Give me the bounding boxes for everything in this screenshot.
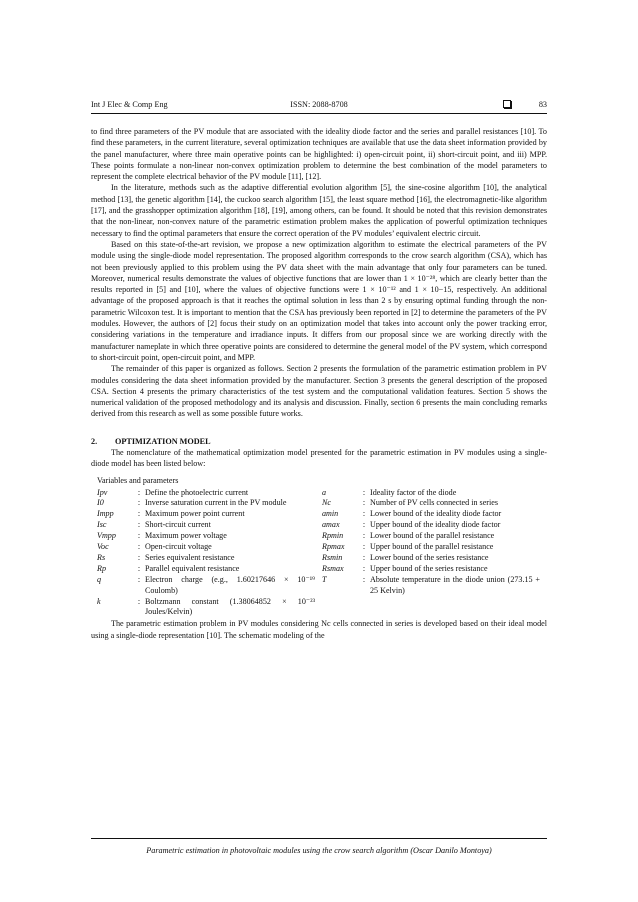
nomenclature-entry <box>97 542 322 553</box>
nomenclature-description: Electron charge (e.g., 1.60217646 × 10⁻¹⁹ Coulomb) <box>145 574 315 595</box>
nomenclature-symbol: amax <box>322 520 340 530</box>
nomenclature-entry <box>322 509 547 520</box>
nomenclature-description: Upper bound of the parallel resistance <box>370 542 494 552</box>
nomenclature-entry <box>97 553 322 564</box>
header-rule <box>91 113 547 114</box>
nomenclature-symbol: Ipv <box>97 487 108 497</box>
nomenclature-row <box>97 488 547 499</box>
paragraph-4: The remainder of this paper is organized as follows. Section 2 presents the formulation of the parametric estimation problem in PV modules considering the data sheet information provided by the manufacturer. Section 3 presents the general description of the proposed CSA. Section 4 presents the primary characteristics of the test system and the computational validation features. Section 5 shows the numerical validation of the proposed methodology and its analysis and discussion. Finally, section 6 presents the main concluding remarks derived from this research as well as some possible future works. <box>91 364 547 419</box>
nomenclature-symbol: Rsmin <box>322 552 343 562</box>
square-box-icon <box>503 100 511 108</box>
colon-separator: : <box>362 487 366 497</box>
journal-name: Int J Elec & Comp Eng <box>91 100 168 109</box>
nomenclature-symbol: Rpmin <box>322 531 344 541</box>
colon-separator: : <box>137 531 141 541</box>
nomenclature-description: Boltzmann constant (1.38064852 × 10⁻²³ Joules/Kelvin) <box>145 596 315 617</box>
nomenclature-description: Number of PV cells connected in series <box>370 498 498 508</box>
nomenclature-row <box>97 553 547 564</box>
nomenclature-symbol: Rsmax <box>322 563 344 573</box>
section-heading <box>91 436 547 447</box>
paragraph-1: to find three parameters of the PV module that are associated with the ideality diode factor and the series and parallel resistances [10]. To find these parameters, in the current literature, several optimization techniques are available that use the data sheet information provided by the panel manufacturer, where three main operative points can be highlighted: i) open-circuit point, ii) short-circuit point, and iii) MPP. These points formulate a non-linear non-convex optimization problem to determine the best combination of the model parameters to represent the complete electrical behavior of the PV module [11], [12]. <box>91 127 547 182</box>
nomenclature-description: Absolute temperature in the diode union (273.15 + 25 Kelvin) <box>370 574 540 595</box>
body-text <box>91 126 547 641</box>
colon-separator: : <box>362 531 366 541</box>
nomenclature-entry <box>97 509 322 520</box>
paragraph-3: Based on this state-of-the-art revision, we propose a new optimization algorithm to estimate the electrical parameters of the PV module using the single-diode model representation. The proposed algorithm corresponds to the crow search algorithm (CSA), which has not been previously applied to this problem using the PV data sheet with the main advantage that only four parameters can be tuned. Moreover, numerical results demonstrate the values of objective functions that are lower than 1 × 10⁻²⁸, which are clearly better than the results reported in [5] and [10], where the values of objective functions were 1 × 10⁻¹² and 1 × 10−15, respectively. An additional advantage of the proposed approach is that it reaches the optimal solution in less than 2 s by ensuring optimal funding through the non-parametric Wilcoxon test. It is important to mention that the CSA has previously been reported in [2] to determine the parameters of the PV modules. However, the authors of [2] focus their study on an optimization model that takes into account only the power tracking error, considering variations in the temperature and irradiance inputs. It differs from our proposal since we are working directly with the manufacturer nameplate in which three operative points are considered to determine the general model of the PV system, which correspond to short-circuit point, open-circuit point, and MPP. <box>91 239 547 362</box>
nomenclature-entry <box>322 531 547 542</box>
nomenclature-entry <box>322 575 547 597</box>
nomenclature-entry <box>322 597 547 619</box>
running-footer: Parametric estimation in photovoltaic modules using the crow search algorithm (Oscar Danilo Montoya) <box>146 846 492 855</box>
nomenclature-symbol: T <box>322 574 327 584</box>
running-header <box>91 100 547 112</box>
page-number: 83 <box>538 100 547 109</box>
nomenclature-symbol: Isc <box>97 520 107 530</box>
nomenclature-row <box>97 531 547 542</box>
footer-rule <box>91 838 547 839</box>
nomenclature-symbol: Rs <box>97 552 106 562</box>
nomenclature-entry <box>322 520 547 531</box>
nomenclature-symbol: Vmpp <box>97 531 116 541</box>
colon-separator: : <box>137 509 141 519</box>
nomenclature-description: Maximum power point current <box>145 509 245 519</box>
nomenclature-symbol: k <box>97 596 101 606</box>
colon-separator: : <box>362 563 366 573</box>
colon-separator: : <box>362 574 366 584</box>
colon-separator: : <box>362 542 366 552</box>
nomenclature-row <box>97 542 547 553</box>
nomenclature-description: Maximum power voltage <box>145 531 227 541</box>
nomenclature-entry <box>322 488 547 499</box>
nomenclature-symbol: amin <box>322 509 339 519</box>
nomenclature-description: Upper bound of the ideality diode factor <box>370 520 501 530</box>
nomenclature-symbol: Nc <box>322 498 331 508</box>
nomenclature-symbol: I0 <box>97 498 104 508</box>
nomenclature-symbol: Rpmax <box>322 542 345 552</box>
nomenclature-row <box>97 498 547 509</box>
nomenclature-symbol: Rp <box>97 563 106 573</box>
paragraph-2: In the literature, methods such as the adaptive differential evolution algorithm [5], the sine-cosine algorithm [10], the analytical method [13], the genetic algorithm [14], the cuckoo search algorithm [15], the least square method [16], the electromagnetic-like algorithm [17], and the grasshopper optimization algorithm [18], [19], among others, can be found. It should be noted that this revision demonstrates that the non-linear, non-convex nature of the parametric estimation problem makes the application of powerful optimization techniques necessary to find the optimal parameters that ensure the correct operation of the PV modules’ equivalent electric circuit. <box>91 183 547 238</box>
nomenclature-entry <box>97 520 322 531</box>
nomenclature-description: Series equivalent resistance <box>145 552 235 562</box>
nomenclature-row <box>97 564 547 575</box>
nomenclature-symbol: Impp <box>97 509 114 519</box>
nomenclature-row <box>97 597 547 619</box>
nomenclature-list <box>97 476 547 619</box>
colon-separator: : <box>362 552 366 562</box>
colon-separator: : <box>137 520 141 530</box>
nomenclature-description: Upper bound of the series resistance <box>370 563 488 573</box>
nomenclature-symbol: Voc <box>97 542 109 552</box>
section-intro: The nomenclature of the mathematical optimization model presented for the parametric estimation in PV modules using a single-diode model has been listed below: <box>91 448 547 469</box>
colon-separator: : <box>137 596 141 606</box>
nomenclature-entry <box>97 575 322 597</box>
nomenclature-entry <box>322 498 547 509</box>
section-number: 2. <box>91 436 98 446</box>
nomenclature-row <box>97 509 547 520</box>
nomenclature-entry <box>97 531 322 542</box>
nomenclature-description: Parallel equivalent resistance <box>145 563 240 573</box>
colon-separator: : <box>362 498 366 508</box>
colon-separator: : <box>137 498 141 508</box>
nomenclature-row <box>97 575 547 597</box>
nomenclature-description: Ideality factor of the diode <box>370 487 457 497</box>
colon-separator: : <box>137 563 141 573</box>
header-right <box>503 100 547 109</box>
nomenclature-entry <box>97 498 322 509</box>
nomenclature-symbol: a <box>322 487 327 497</box>
issn: ISSN: 2088-8708 <box>290 100 348 109</box>
nomenclature-description: Lower bound of the ideality diode factor <box>370 509 502 519</box>
nomenclature-entry <box>97 597 322 619</box>
nomenclature-entry <box>322 542 547 553</box>
colon-separator: : <box>362 509 366 519</box>
nomenclature-description: Define the photoelectric current <box>145 487 249 497</box>
nomenclature-entry <box>97 488 322 499</box>
nomenclature-entry <box>322 564 547 575</box>
colon-separator: : <box>137 574 141 584</box>
colon-separator: : <box>137 552 141 562</box>
nomenclature-description: Short-circuit current <box>145 520 211 530</box>
nomenclature-rows <box>97 488 547 619</box>
closing-paragraph: The parametric estimation problem in PV modules considering Nc cells connected in series is developed based on their ideal model using a single-diode representation [10]. The schematic modeling of the <box>91 619 547 640</box>
nomenclature-description: Lower bound of the series resistance <box>370 552 489 562</box>
colon-separator: : <box>137 487 141 497</box>
nomenclature-row <box>97 520 547 531</box>
colon-separator: : <box>137 542 141 552</box>
nomenclature-description: Inverse saturation current in the PV module <box>145 498 287 508</box>
nomenclature-description: Open-circuit voltage <box>145 542 212 552</box>
nomenclature-entry <box>97 564 322 575</box>
nomenclature-caption: Variables and parameters <box>97 475 179 485</box>
nomenclature-entry <box>322 553 547 564</box>
section-title: OPTIMIZATION MODEL <box>115 436 211 446</box>
nomenclature-symbol: q <box>97 574 102 584</box>
colon-separator: : <box>362 520 366 530</box>
nomenclature-description: Lower bound of the parallel resistance <box>370 531 495 541</box>
